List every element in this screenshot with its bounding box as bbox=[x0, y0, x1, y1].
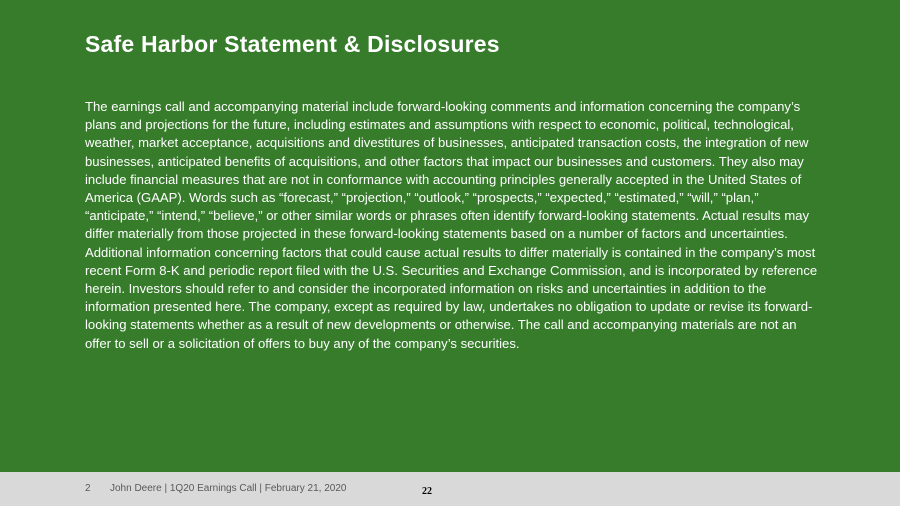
footer-caption: John Deere | 1Q20 Earnings Call | February 21, 2020 bbox=[110, 483, 347, 494]
page-number: 2 bbox=[85, 483, 91, 494]
disclosure-paragraph: The earnings call and accompanying material include forward-looking comments and information concerning the company’s plans and projections for the future, including estimates and assumptions with respect to economic, political, technological, weather, market acceptance, acquisitions and divestitures of businesses, anticipated transaction costs, the integration of new businesses, anticipated benefits of acquisitions, and other factors that impact our businesses and customers. They also may include financial measures that are not in conformance with accounting principles generally accepted in the United States of America (GAAP). Words such as “forecast,” “projection,” “outlook,” “prospects,” “expected,” “estimated,” “will,” “plan,” “anticipate,” “intend,” “believe,” or other similar words or phrases often identify forward-looking statements. Actual results may differ materially from those projected in these forward-looking statements based on a number of factors and uncertainties. Additional information concerning factors that could cause actual results to differ materially is contained in the company’s most recent Form 8-K and periodic report filed with the U.S. Securities and Exchange Commission, and is incorporated by reference herein. Investors should refer to and consider the incorporated information on risks and uncertainties in addition to the information presented here. The company, except as required by law, undertakes no obligation to update or revise its forward-looking statements whether as a result of new developments or otherwise. The call and accompanying materials are not an offer to sell or a solicitation of offers to buy any of the company’s securities. bbox=[85, 99, 818, 351]
footer-bar bbox=[0, 472, 900, 506]
slide-index-number: 22 bbox=[422, 486, 432, 497]
page-title: Safe Harbor Statement & Disclosures bbox=[85, 31, 500, 57]
